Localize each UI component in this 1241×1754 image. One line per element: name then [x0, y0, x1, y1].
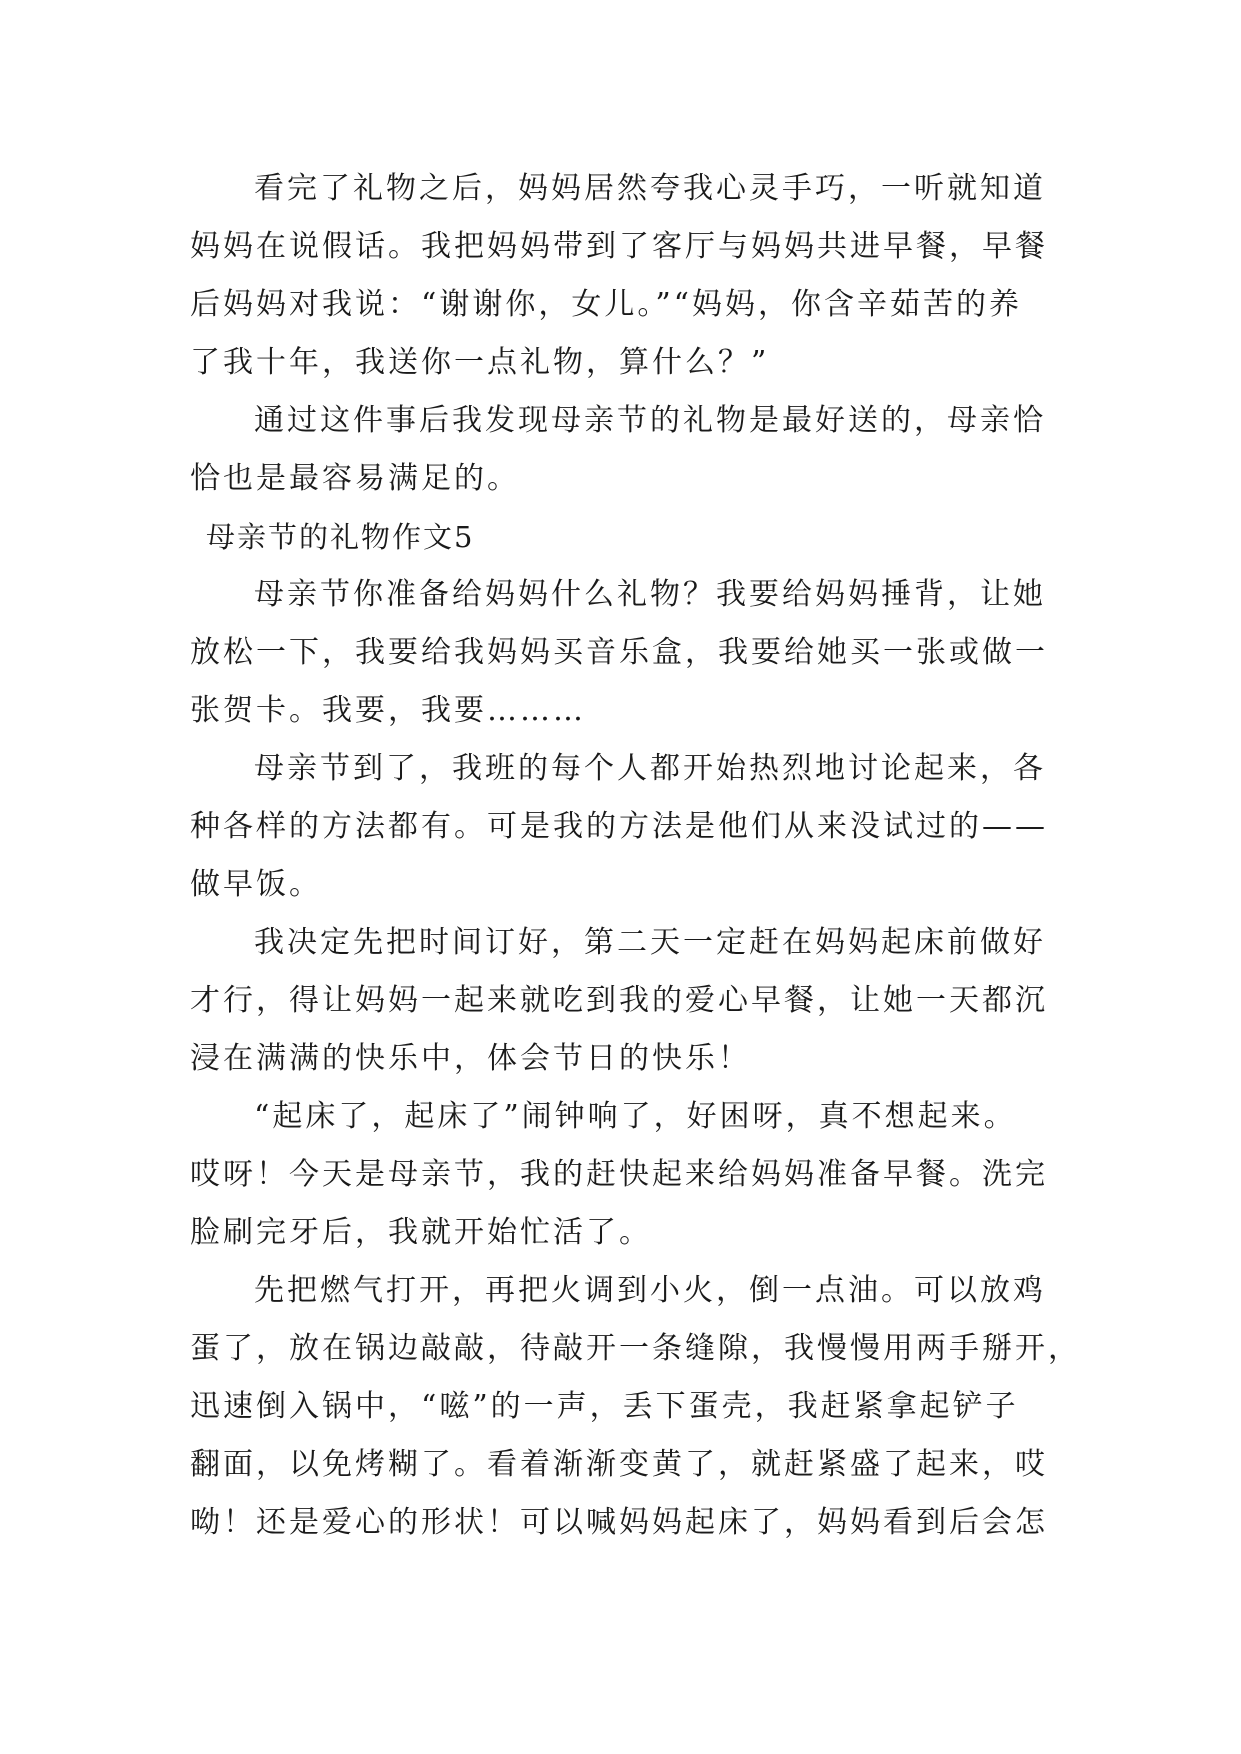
text-line: “起床了，起床了”闹钟响了，好困呀，真不想起来。 — [254, 1099, 1017, 1134]
paragraph — [190, 740, 1070, 914]
text-line: 我决定先把时间订好，第二天一定赶在妈妈起床前做好 — [254, 925, 1046, 960]
section-heading: 母亲节的礼物作文5 — [206, 520, 475, 554]
text-line: 哎呀！今天是母亲节，我的赶快起来给妈妈准备早餐。洗完 — [190, 1157, 1048, 1192]
text-line: 先把燃气打开，再把火调到小火，倒一点油。可以放鸡 — [254, 1273, 1046, 1308]
paragraph — [190, 1088, 1070, 1262]
text-line: 了我十年，我送你一点礼物，算什么？” — [190, 345, 770, 380]
paragraph — [190, 1262, 1081, 1552]
text-line: 母亲节到了，我班的每个人都开始热烈地讨论起来，各 — [254, 751, 1046, 786]
text-line: 妈妈在说假话。我把妈妈带到了客厅与妈妈共进早餐，早餐 — [190, 229, 1048, 264]
text-line: 恰也是最容易满足的。 — [190, 461, 520, 496]
text-line: 通过这件事后我发现母亲节的礼物是最好送的，母亲恰 — [254, 403, 1046, 438]
text-line: 放松一下，我要给我妈妈买音乐盒，我要给她买一张或做一 — [190, 635, 1048, 670]
text-line: 浸在满满的快乐中，体会节日的快乐！ — [190, 1041, 751, 1076]
text-line: 做早饭。 — [190, 867, 322, 902]
text-line: 张贺卡。我要，我要……… — [190, 693, 586, 728]
text-line: 才行，得让妈妈一起来就吃到我的爱心早餐，让她一天都沉 — [190, 983, 1048, 1018]
text-line: 翻面，以免烤糊了。看着渐渐变黄了，就赶紧盛了起来，哎 — [190, 1447, 1048, 1482]
text-line: 呦！还是爱心的形状！可以喊妈妈起床了，妈妈看到后会怎 — [190, 1505, 1048, 1540]
text-line: 后妈妈对我说：“谢谢你，女儿。”“妈妈，你含辛茹苦的养 — [190, 287, 1023, 322]
paragraph — [190, 392, 1070, 508]
text-line: 种各样的方法都有。可是我的方法是他们从来没试过的—— — [190, 809, 1048, 844]
text-line: 蛋了，放在锅边敲敲，待敲开一条缝隙，我慢慢用两手掰开， — [190, 1331, 1081, 1366]
document-page — [190, 160, 1081, 1552]
text-line: 看完了礼物之后，妈妈居然夸我心灵手巧，一听就知道 — [254, 171, 1046, 206]
paragraph — [190, 160, 1070, 392]
text-line: 迅速倒入锅中，“嗞”的一声，丢下蛋壳，我赶紧拿起铲子 — [190, 1389, 1019, 1424]
paragraph — [190, 914, 1070, 1088]
paragraph — [190, 566, 1070, 740]
text-line: 母亲节你准备给妈妈什么礼物？我要给妈妈捶背，让她 — [254, 577, 1046, 612]
text-line: 脸刷完牙后，我就开始忙活了。 — [190, 1215, 652, 1250]
